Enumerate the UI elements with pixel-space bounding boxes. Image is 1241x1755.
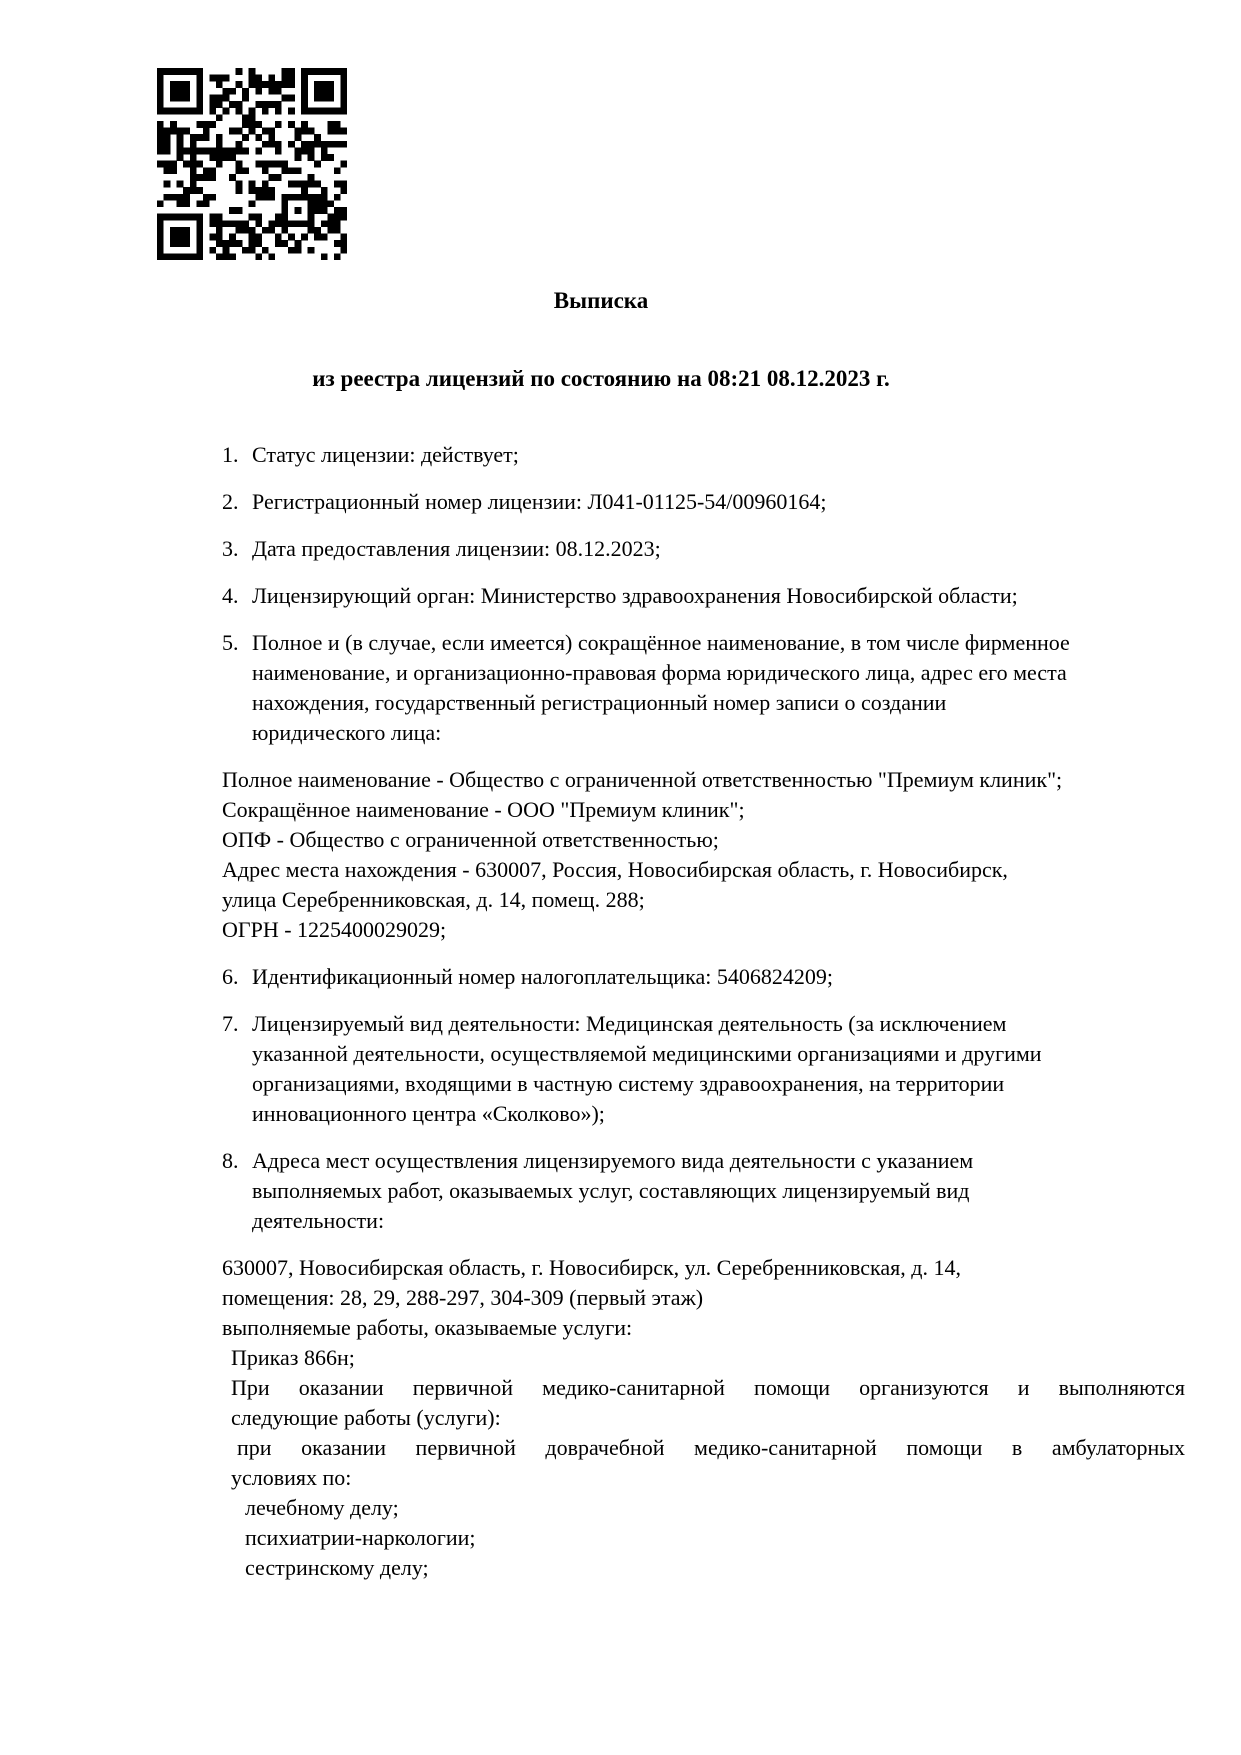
numbered-paragraph bbox=[222, 628, 1185, 748]
item-number: 1. bbox=[222, 442, 239, 467]
text-line: юридического лица: bbox=[252, 720, 442, 745]
text-line: Сокращённое наименование - ООО "Премиум клиник"; bbox=[222, 797, 745, 822]
item-text: Адреса мест осуществления лицензируемого вида деятельности с указанием bbox=[252, 1148, 974, 1173]
item-text: Полное и (в случае, если имеется) сокращённое наименование, в том числе фирменное bbox=[252, 630, 1070, 655]
text-line: улица Серебренниковская, д. 14, помещ. 288; bbox=[222, 887, 645, 912]
item-text: Идентификационный номер налогоплательщика: 5406824209; bbox=[252, 964, 833, 989]
numbered-paragraph bbox=[222, 1146, 1185, 1236]
text-line: инновационного центра «Сколково»); bbox=[252, 1101, 605, 1126]
item-number: 6. bbox=[222, 964, 239, 989]
text-line: указанной деятельности, осуществляемой медицинскими организациями и другими bbox=[252, 1041, 1042, 1066]
numbered-paragraph bbox=[222, 1009, 1185, 1129]
text-line: сестринскому делу; bbox=[245, 1555, 429, 1580]
text-line: выполняемых работ, оказываемых услуг, составляющих лицензируемый вид bbox=[252, 1178, 970, 1203]
text-line bbox=[222, 581, 1185, 611]
text-line: ОПФ - Общество с ограниченной ответственностью; bbox=[222, 827, 719, 852]
text-line: помещения: 28, 29, 288-297, 304-309 (первый этаж) bbox=[222, 1285, 704, 1310]
document-header bbox=[222, 286, 980, 394]
paragraph bbox=[222, 765, 1185, 945]
text-line bbox=[222, 487, 1185, 517]
text-line: При оказании первичной медико-санитарной помощи организуются и выполняются bbox=[231, 1375, 1185, 1400]
text-line: Адрес места нахождения - 630007, Россия, Новосибирская область, г. Новосибирск, bbox=[222, 857, 1008, 882]
item-number: 3. bbox=[222, 536, 239, 561]
text-line: лечебному делу; bbox=[245, 1495, 399, 1520]
numbered-paragraph bbox=[222, 534, 1185, 564]
text-line: нахождения, государственный регистрационный номер записи о создании bbox=[252, 690, 947, 715]
text-line: деятельности: bbox=[252, 1208, 385, 1233]
text-line: ОГРН - 1225400029029; bbox=[222, 917, 447, 942]
item-text: Статус лицензии: действует; bbox=[252, 442, 519, 467]
numbered-paragraph bbox=[222, 581, 1185, 611]
item-number: 7. bbox=[222, 1011, 239, 1036]
item-text: Регистрационный номер лицензии: Л041-01125-54/00960164; bbox=[252, 489, 827, 514]
text-line: выполняемые работы, оказываемые услуги: bbox=[222, 1315, 633, 1340]
text-line bbox=[222, 628, 1185, 658]
item-number: 2. bbox=[222, 489, 239, 514]
text-line: условиях по: bbox=[231, 1465, 352, 1490]
document-body bbox=[222, 440, 1185, 1583]
numbered-paragraph bbox=[222, 962, 1185, 992]
text-line: 630007, Новосибирская область, г. Новосибирск, ул. Серебренниковская, д. 14, bbox=[222, 1255, 961, 1280]
item-text: Лицензирующий орган: Министерство здравоохранения Новосибирской области; bbox=[252, 583, 1018, 608]
numbered-paragraph bbox=[222, 487, 1185, 517]
text-line: при оказании первичной доврачебной медико-санитарной помощи в амбулаторных bbox=[237, 1435, 1185, 1460]
document-subtitle: из реестра лицензий по состоянию на 08:21 08.12.2023 г. bbox=[312, 366, 890, 391]
item-text: Лицензируемый вид деятельности: Медицинская деятельность (за исключением bbox=[252, 1011, 1007, 1036]
item-number: 8. bbox=[222, 1148, 239, 1173]
text-line: наименование, и организационно-правовая форма юридического лица, адрес его места bbox=[252, 660, 1067, 685]
item-number: 5. bbox=[222, 630, 239, 655]
text-line bbox=[222, 440, 1185, 470]
text-line bbox=[222, 1009, 1185, 1039]
text-line bbox=[222, 1146, 1185, 1176]
item-number: 4. bbox=[222, 583, 239, 608]
text-line bbox=[222, 962, 1185, 992]
text-line bbox=[222, 534, 1185, 564]
document-content bbox=[222, 0, 1185, 1583]
text-line: Полное наименование - Общество с ограниченной ответственностью "Премиум клиник"; bbox=[222, 767, 1063, 792]
numbered-paragraph bbox=[222, 440, 1185, 470]
text-line: организациями, входящими в частную систему здравоохранения, на территории bbox=[252, 1071, 1005, 1096]
text-line: следующие работы (услуги): bbox=[231, 1405, 501, 1430]
item-text: Дата предоставления лицензии: 08.12.2023; bbox=[252, 536, 661, 561]
text-line: психиатрии-наркологии; bbox=[245, 1525, 476, 1550]
document-title: Выписка bbox=[553, 288, 649, 313]
paragraph bbox=[222, 1253, 1185, 1583]
text-line: Приказ 866н; bbox=[231, 1345, 355, 1370]
